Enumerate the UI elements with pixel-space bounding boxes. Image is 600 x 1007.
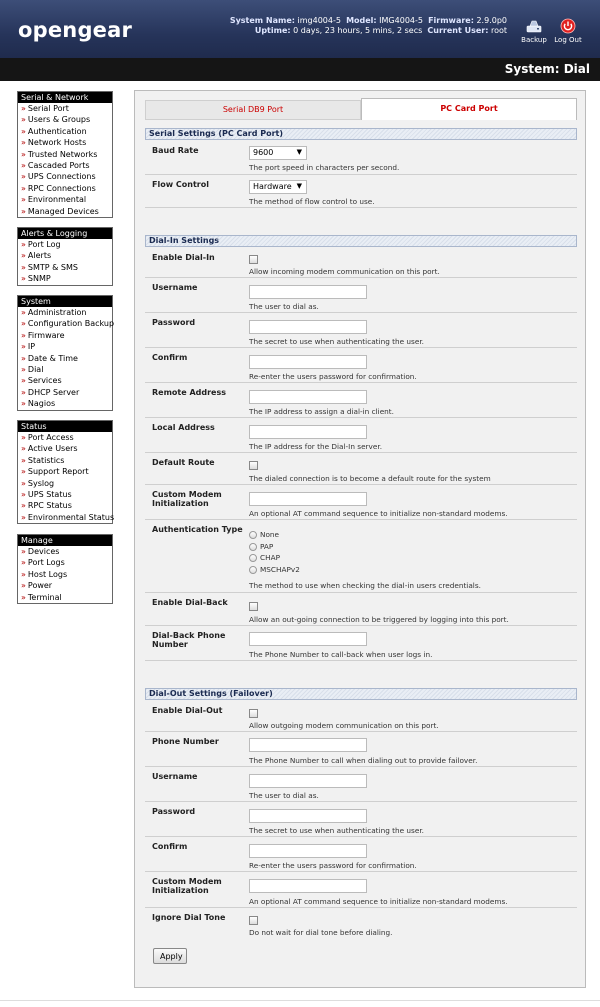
dial-in-password-row <box>145 313 577 348</box>
auth-option-label: PAP <box>260 541 274 551</box>
sidebar-item-firmware[interactable] <box>18 330 112 341</box>
sidebar-item-dhcp-server[interactable] <box>18 387 112 398</box>
arrow-icon: » <box>21 206 26 216</box>
flow-control-help: The method of flow control to use. <box>249 197 375 206</box>
arrow-icon: » <box>21 195 26 205</box>
flow-control-value: Hardware <box>253 182 292 191</box>
dial-out-password-input[interactable] <box>249 809 367 823</box>
main-panel <box>134 90 586 988</box>
arrow-icon: » <box>21 581 26 591</box>
dial-out-password-help: The secret to use when authenticating the user. <box>249 826 425 835</box>
sidebar-item-ups-status[interactable] <box>18 489 112 500</box>
phone-number-label: Phone Number <box>152 737 219 746</box>
sidebar-item-label: Nagios <box>27 399 56 409</box>
dial-out-confirm-row <box>145 837 577 872</box>
dial-in-username-help: The user to dial as. <box>249 302 319 311</box>
baud-rate-label: Baud Rate <box>152 146 199 155</box>
sidebar-section-status <box>17 420 113 524</box>
page-title: System: Dial <box>0 58 600 81</box>
sidebar-item-label: Administration <box>27 308 87 317</box>
default-route-checkbox[interactable] <box>249 461 258 470</box>
sidebar-item-label: Port Log <box>27 240 61 249</box>
sidebar-item-cascaded-ports[interactable] <box>18 160 112 171</box>
arrow-icon: » <box>21 387 26 397</box>
arrow-icon: » <box>21 115 26 125</box>
sidebar-item-terminal[interactable] <box>18 592 112 603</box>
logout-button[interactable] <box>551 18 585 44</box>
default-route-row <box>145 453 577 485</box>
enable-dial-back-help: Allow an out-going connection to be triggered by logging into this port. <box>249 615 509 624</box>
arrow-icon: » <box>21 444 26 454</box>
dial-back-phone-input[interactable] <box>249 632 367 646</box>
remote-address-input[interactable] <box>249 390 367 404</box>
arrow-icon: » <box>21 433 26 442</box>
dial-out-modem-init-input[interactable] <box>249 879 367 893</box>
backup-icon <box>526 18 542 34</box>
enable-dial-out-row <box>145 701 577 732</box>
sidebar-item-port-access[interactable] <box>18 432 112 443</box>
remote-address-label: Remote Address <box>152 388 226 397</box>
sidebar-section-title: Serial & Network <box>18 92 112 103</box>
dial-in-confirm-help: Re-enter the users password for confirmation. <box>249 372 417 381</box>
sidebar-item-label: Port Logs <box>27 558 65 568</box>
current-user-value: root <box>490 26 507 35</box>
dial-out-password-label: Password <box>152 807 196 816</box>
authentication-type-row <box>145 520 577 593</box>
dial-out-modem-init-help: An optional AT command sequence to initialize non-standard modems. <box>249 897 508 906</box>
dial-out-confirm-input[interactable] <box>249 844 367 858</box>
sidebar-item-label: Support Report <box>27 467 89 477</box>
backup-button[interactable] <box>517 18 551 44</box>
sidebar-item-label: Serial Port <box>27 104 69 113</box>
ignore-dial-tone-checkbox[interactable] <box>249 916 258 925</box>
arrow-icon: » <box>21 342 26 352</box>
sidebar-item-dial[interactable] <box>18 364 112 375</box>
system-name-label: System Name: <box>229 16 295 25</box>
arrow-icon: » <box>21 262 26 272</box>
enable-dial-in-row <box>145 248 577 278</box>
radio-button[interactable] <box>249 543 257 551</box>
baud-rate-select[interactable] <box>249 146 307 160</box>
sidebar-section-title: Status <box>18 421 112 432</box>
sidebar-item-label: UPS Connections <box>27 172 96 182</box>
enable-dial-out-label: Enable Dial-Out <box>152 706 223 715</box>
sidebar-item-label: Network Hosts <box>27 138 87 148</box>
phone-number-row <box>145 732 577 767</box>
arrow-icon: » <box>21 149 26 159</box>
sidebar-item-support-report[interactable] <box>18 466 112 477</box>
dial-out-modem-init-row <box>145 872 577 908</box>
sidebar-item-label: Syslog <box>27 478 55 488</box>
footer-divider <box>0 1000 600 1001</box>
uptime-label: Uptime: <box>254 26 291 35</box>
tab-pc-card-port[interactable]: PC Card Port <box>361 98 577 120</box>
sidebar-item-label: Dial <box>27 364 44 374</box>
chevron-down-icon: ▼ <box>296 148 302 156</box>
sidebar-item-host-logs[interactable] <box>18 569 112 580</box>
sidebar-item-label: RPC Connections <box>27 183 96 193</box>
arrow-icon: » <box>21 501 26 511</box>
sidebar-section-system <box>17 295 113 411</box>
ignore-dial-tone-help: Do not wait for dial tone before dialing. <box>249 928 393 937</box>
dial-out-modem-init-label: Custom Modem Initialization <box>152 877 222 895</box>
serial-settings-header: Serial Settings (PC Card Port) <box>145 128 577 140</box>
logout-label: Log Out <box>554 36 582 44</box>
dial-back-phone-row <box>145 626 577 661</box>
dial-in-modem-init-label: Custom Modem Initialization <box>152 490 222 508</box>
power-icon <box>560 18 576 34</box>
dial-in-username-label: Username <box>152 283 198 292</box>
arrow-icon: » <box>21 399 26 409</box>
sidebar-item-label: Cascaded Ports <box>27 160 90 170</box>
sidebar-item-services[interactable] <box>18 375 112 386</box>
arrow-icon: » <box>21 547 26 556</box>
enable-dial-back-row <box>145 593 577 626</box>
arrow-icon: » <box>21 104 26 113</box>
sidebar-item-label: SNMP <box>27 274 51 284</box>
authentication-type-label: Authentication Type <box>152 525 243 534</box>
sidebar-item-label: Host Logs <box>27 569 68 579</box>
sidebar-item-users-groups[interactable] <box>18 114 112 125</box>
sidebar-item-ups-connections[interactable] <box>18 171 112 182</box>
dial-out-username-help: The user to dial as. <box>249 791 319 800</box>
dial-in-confirm-row <box>145 348 577 383</box>
tab-serial-db9-port[interactable]: Serial DB9 Port <box>145 100 361 120</box>
flow-control-label: Flow Control <box>152 180 209 189</box>
sidebar-item-serial-port[interactable] <box>18 103 112 114</box>
sidebar-item-active-users[interactable] <box>18 443 112 454</box>
current-user-label: Current User: <box>427 26 489 35</box>
dial-in-username-input[interactable] <box>249 285 367 299</box>
dial-back-phone-help: The Phone Number to call-back when user logs in. <box>249 650 433 659</box>
sidebar-item-network-hosts[interactable] <box>18 137 112 148</box>
arrow-icon: » <box>21 138 26 148</box>
sidebar-item-trusted-networks[interactable] <box>18 149 112 160</box>
firmware-value: 2.9.0p0 <box>476 16 507 25</box>
arrow-icon: » <box>21 308 26 317</box>
sidebar-section-title: Manage <box>18 535 112 546</box>
model-label: Model: <box>346 16 377 25</box>
arrow-icon: » <box>21 160 26 170</box>
sidebar-item-label: Managed Devices <box>27 206 99 216</box>
dial-back-phone-label: Dial-Back Phone Number <box>152 631 226 649</box>
sidebar-item-label: SMTP & SMS <box>27 262 78 272</box>
ignore-dial-tone-row <box>145 908 577 939</box>
arrow-icon: » <box>21 467 26 477</box>
sidebar-item-snmp[interactable] <box>18 273 112 284</box>
auth-option-none[interactable] <box>249 530 300 542</box>
arrow-icon: » <box>21 172 26 182</box>
arrow-icon: » <box>21 183 26 193</box>
auth-option-pap[interactable] <box>249 542 300 554</box>
auth-option-label: CHAP <box>260 553 280 562</box>
arrow-icon: » <box>21 558 26 568</box>
sidebar-item-label: Date & Time <box>27 353 78 363</box>
baud-rate-help: The port speed in characters per second. <box>249 163 400 172</box>
remote-address-row <box>145 383 577 418</box>
sidebar-item-label: Firmware <box>27 330 65 340</box>
sidebar-item-power[interactable] <box>18 580 112 591</box>
sidebar-item-label: UPS Status <box>27 489 72 499</box>
chevron-down-icon: ▼ <box>296 182 302 190</box>
sidebar-item-rpc-connections[interactable] <box>18 183 112 194</box>
sidebar-item-administration[interactable] <box>18 307 112 318</box>
arrow-icon: » <box>21 353 26 363</box>
sidebar-section-title: Alerts & Logging <box>18 228 112 239</box>
arrow-icon: » <box>21 330 26 340</box>
arrow-icon: » <box>21 319 26 329</box>
apply-button[interactable]: Apply <box>153 948 187 964</box>
sidebar-item-port-logs[interactable] <box>18 557 112 568</box>
flow-control-row <box>145 175 577 208</box>
sidebar-item-rpc-status[interactable] <box>18 500 112 511</box>
sidebar-item-label: Authentication <box>27 126 87 136</box>
dial-in-modem-init-input[interactable] <box>249 492 367 506</box>
arrow-icon: » <box>21 592 26 602</box>
enable-dial-out-checkbox[interactable] <box>249 709 258 718</box>
sidebar-item-label: Devices <box>27 547 60 556</box>
enable-dial-in-label: Enable Dial-In <box>152 253 215 262</box>
dial-in-modem-init-row <box>145 485 577 520</box>
sidebar-item-label: Port Access <box>27 433 74 442</box>
sidebar-item-date-time[interactable] <box>18 353 112 364</box>
arrow-icon: » <box>21 274 26 284</box>
sidebar-item-nagios[interactable] <box>18 398 112 409</box>
sidebar-section-alerts-logging <box>17 227 113 286</box>
sidebar-item-configuration-backup[interactable] <box>18 318 115 329</box>
dial-out-confirm-help: Re-enter the users password for confirmation. <box>249 861 417 870</box>
sidebar-item-label: Users & Groups <box>27 115 91 125</box>
sidebar-item-label: Alerts <box>27 251 52 261</box>
sidebar-section-title: System <box>18 296 112 307</box>
local-address-input[interactable] <box>249 425 367 439</box>
auth-option-label: None <box>260 530 280 539</box>
backup-label: Backup <box>521 36 547 44</box>
dial-out-username-row <box>145 767 577 802</box>
arrow-icon: » <box>21 455 26 465</box>
sidebar-item-label: Trusted Networks <box>27 149 98 159</box>
model-value: IMG4004-5 <box>379 16 423 25</box>
flow-control-select[interactable] <box>249 180 307 194</box>
firmware-label: Firmware: <box>428 16 474 25</box>
default-route-help: The dialed connection is to become a default route for the system <box>249 474 491 483</box>
dial-in-modem-init-help: An optional AT command sequence to initialize non-standard modems. <box>249 509 508 518</box>
arrow-icon: » <box>21 489 26 499</box>
opengear-logo: opengear <box>18 18 133 42</box>
sidebar-item-label: Power <box>27 581 53 591</box>
sidebar-item-label: RPC Status <box>27 501 72 511</box>
sidebar-item-label: Terminal <box>27 592 62 602</box>
sidebar-item-authentication[interactable] <box>18 126 112 137</box>
ignore-dial-tone-label: Ignore Dial Tone <box>152 913 226 922</box>
dial-in-confirm-label: Confirm <box>152 353 188 362</box>
arrow-icon: » <box>21 251 26 261</box>
dial-in-password-label: Password <box>152 318 196 327</box>
sidebar-section-manage <box>17 534 113 604</box>
arrow-icon: » <box>21 512 26 522</box>
authentication-type-help: The method to use when checking the dial-in users credentials. <box>249 581 481 590</box>
enable-dial-back-label: Enable Dial-Back <box>152 598 228 607</box>
uptime-value: 0 days, 23 hours, 5 mins, 2 secs <box>293 26 423 35</box>
dial-out-confirm-label: Confirm <box>152 842 188 851</box>
sidebar-item-label: IP <box>27 342 36 352</box>
remote-address-help: The IP address to assign a dial-in client. <box>249 407 394 416</box>
dial-in-username-row <box>145 278 577 313</box>
auth-option-label: MSCHAPv2 <box>260 564 300 574</box>
phone-number-help: The Phone Number to call when dialing out to provide failover. <box>249 756 478 765</box>
sidebar-item-environmental[interactable] <box>18 194 112 205</box>
arrow-icon: » <box>21 364 26 374</box>
sidebar-item-label: Environmental Status <box>27 512 115 522</box>
dial-out-settings-header: Dial-Out Settings (Failover) <box>145 688 577 700</box>
sidebar-item-alerts[interactable] <box>18 250 112 261</box>
enable-dial-in-checkbox[interactable] <box>249 255 258 264</box>
auth-option-chap[interactable] <box>249 553 300 565</box>
arrow-icon: » <box>21 569 26 579</box>
arrow-icon: » <box>21 126 26 136</box>
arrow-icon: » <box>21 478 26 488</box>
sidebar-item-managed-devices[interactable] <box>18 206 112 217</box>
port-tabs <box>145 98 577 120</box>
sidebar-item-smtp-sms[interactable] <box>18 262 112 273</box>
sidebar-item-label: Services <box>27 376 62 386</box>
enable-dial-in-help: Allow incoming modem communication on this port. <box>249 267 440 276</box>
sidebar-section-serial-network <box>17 91 113 218</box>
sidebar-item-syslog[interactable] <box>18 478 112 489</box>
baud-rate-value: 9600 <box>253 148 274 157</box>
sidebar-item-devices[interactable] <box>18 546 112 557</box>
dial-out-username-input[interactable] <box>249 774 367 788</box>
phone-number-input[interactable] <box>249 738 367 752</box>
sidebar-item-label: Active Users <box>27 444 78 454</box>
dial-in-password-input[interactable] <box>249 320 367 334</box>
auth-option-mschapv2[interactable] <box>249 565 300 577</box>
sidebar-item-ip[interactable] <box>18 341 112 352</box>
system-info <box>167 16 507 36</box>
radio-button[interactable] <box>249 531 257 539</box>
authentication-type-radio-group <box>249 530 300 576</box>
sidebar-item-port-log[interactable] <box>18 239 112 250</box>
dial-in-settings-header: Dial-In Settings <box>145 235 577 247</box>
local-address-help: The IP address for the Dial-In server. <box>249 442 383 451</box>
radio-button[interactable] <box>249 554 257 562</box>
dial-in-password-help: The secret to use when authenticating the user. <box>249 337 425 346</box>
sidebar-item-statistics[interactable] <box>18 455 112 466</box>
default-route-label: Default Route <box>152 458 215 467</box>
dial-out-username-label: Username <box>152 772 198 781</box>
dial-in-confirm-input[interactable] <box>249 355 367 369</box>
sidebar-item-label: Environmental <box>27 195 87 205</box>
app-header <box>0 0 600 58</box>
local-address-label: Local Address <box>152 423 215 432</box>
enable-dial-back-checkbox[interactable] <box>249 602 258 611</box>
arrow-icon: » <box>21 376 26 386</box>
baud-rate-row <box>145 141 577 175</box>
radio-button[interactable] <box>249 566 257 574</box>
local-address-row <box>145 418 577 453</box>
dial-out-password-row <box>145 802 577 837</box>
sidebar-item-label: Statistics <box>27 455 65 465</box>
arrow-icon: » <box>21 240 26 249</box>
sidebar-item-environmental-status[interactable] <box>18 512 115 523</box>
sidebar-item-label: DHCP Server <box>27 387 80 397</box>
system-name-value: img4004-5 <box>297 16 341 25</box>
sidebar-item-label: Configuration Backup <box>27 319 115 329</box>
enable-dial-out-help: Allow outgoing modem communication on this port. <box>249 721 439 730</box>
